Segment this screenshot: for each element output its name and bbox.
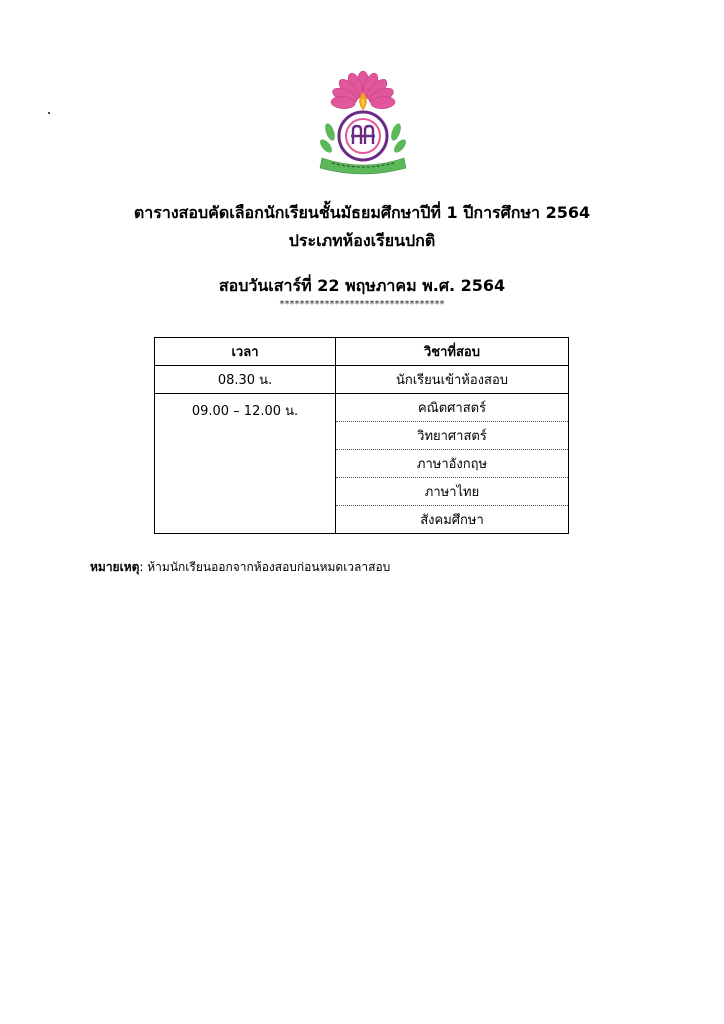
header-subject: วิชาที่สอบ	[336, 338, 569, 366]
subject-cell: ภาษาไทย	[336, 478, 569, 506]
stray-mark	[48, 112, 50, 114]
subject-cell: คณิตศาสตร์	[336, 394, 569, 422]
footnote-label: หมายเหตุ	[90, 560, 140, 574]
school-emblem-icon	[316, 70, 410, 178]
subject-cell: นักเรียนเข้าห้องสอบ	[336, 366, 569, 394]
footnote-text: : ห้ามนักเรียนออกจากห้องสอบก่อนหมดเวลาสอบ	[139, 560, 391, 574]
table-row	[155, 394, 569, 422]
header-time: เวลา	[155, 338, 336, 366]
subject-cell: ภาษาอังกฤษ	[336, 450, 569, 478]
document-subtitle: ประเภทห้องเรียนปกติ	[288, 231, 436, 250]
table-row	[155, 366, 569, 394]
star-separator: *********************************	[279, 299, 445, 310]
footnote	[90, 558, 390, 577]
table-header-row	[155, 338, 569, 366]
subject-cell: วิทยาศาสตร์	[336, 422, 569, 450]
time-cell: 08.30 น.	[155, 366, 336, 394]
document-title: ตารางสอบคัดเลือกนักเรียนชั้นมัธยมศึกษาปีที่ 1 ปีการศึกษา 2564	[133, 203, 591, 222]
time-cell: 09.00 – 12.00 น.	[155, 394, 336, 534]
subject-cell: สังคมศึกษา	[336, 506, 569, 534]
exam-schedule-table	[154, 337, 569, 534]
exam-date: สอบวันเสาร์ที่ 22 พฤษภาคม พ.ศ. 2564	[218, 276, 506, 295]
